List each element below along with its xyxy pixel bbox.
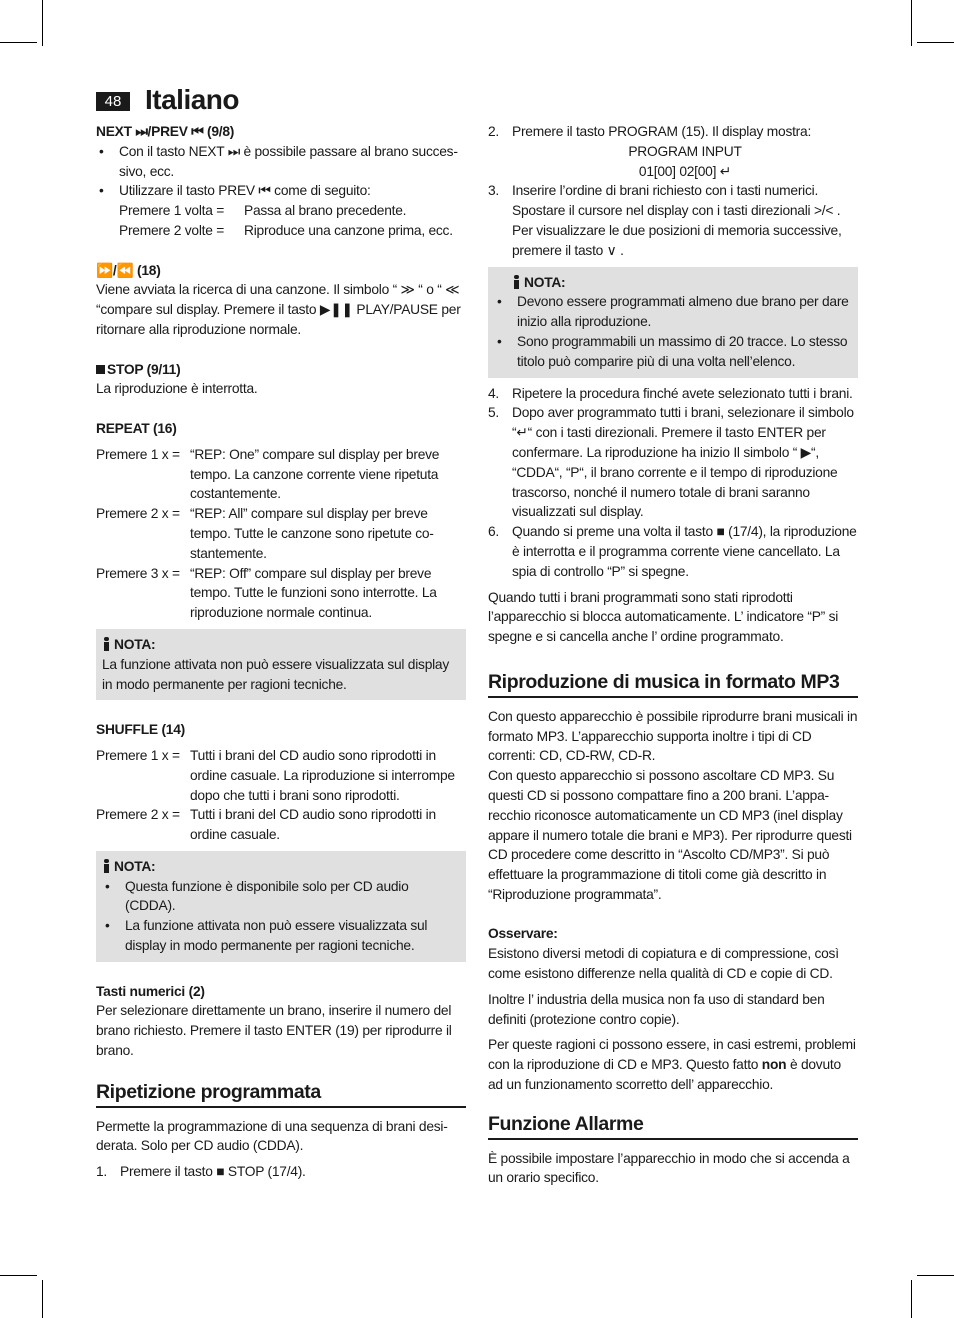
step-number: 2. bbox=[488, 124, 500, 139]
list-item bbox=[488, 384, 858, 404]
press-key: Premere 2 x = bbox=[96, 506, 180, 522]
info-icon bbox=[512, 275, 521, 289]
seek-heading: ⏩/⏪ (18) bbox=[96, 262, 161, 278]
info-icon bbox=[102, 637, 111, 651]
emphasis-text: non bbox=[761, 1057, 787, 1073]
mp3-text: Con questo apparecchio è possibile riprodurre brani musicali in formato MP3. L’apparecchio supporta inoltre i tipi di CD correnti: CD, CD-RW, CD-R. bbox=[488, 708, 858, 764]
press-row bbox=[119, 201, 466, 221]
press-value: Passa al brano precedente. bbox=[244, 203, 407, 219]
press-value: “REP: All” compare sul display per breve tempo. Tutte le canzone sono ripetute costantemente. bbox=[190, 506, 434, 561]
note-title-text: NOTA: bbox=[114, 636, 156, 652]
observe-text-part: è dovuto ad un funzionamento scorretto dell’ apparecchio. bbox=[488, 1057, 841, 1093]
note-text: La funzione attivata non può essere visualizzata sul display in modo permanente per ragioni tecniche. bbox=[102, 656, 450, 692]
step-number: 3. bbox=[488, 183, 500, 199]
display-text: 01[00] 02[00] ↵ bbox=[638, 163, 732, 179]
press-key: Premere 2 volte = bbox=[119, 222, 225, 238]
display-text: PROGRAM INPUT bbox=[628, 143, 742, 159]
step-text: Inserire l’ordine di brani richiesto con i tasti numerici. Spostare il cursore nel display con i tasti direzionali >/< . Per visualizzare le due posizioni di memoria successive, premere il tasto ∨ . bbox=[512, 183, 842, 258]
list-item: • La funzione attivata non può essere visualizzata sul display in modo permanente per ragioni tecniche. bbox=[102, 916, 460, 956]
press-key: Premere 1 x = bbox=[96, 446, 180, 462]
crop-mark bbox=[42, 1280, 43, 1318]
right-column bbox=[488, 122, 858, 1188]
list-item-text: Utilizzare il tasto PREV ⏮ come di seguito: bbox=[119, 183, 371, 199]
numeric-heading: Tasti numerici (2) bbox=[96, 983, 205, 999]
repeat-heading: REPEAT (16) bbox=[96, 420, 177, 436]
list-item bbox=[488, 522, 858, 581]
note-title bbox=[512, 273, 852, 293]
stop-icon bbox=[96, 365, 105, 374]
list-item bbox=[96, 181, 466, 240]
repeat-row bbox=[96, 564, 466, 623]
note-title-text: NOTA: bbox=[524, 274, 566, 290]
note-title bbox=[102, 635, 460, 655]
page-title: Italiano bbox=[145, 84, 240, 115]
page-number: 48 bbox=[96, 92, 130, 111]
crop-mark bbox=[917, 1275, 954, 1276]
observe-text-part: Per queste ragioni ci possono essere, in casi estremi, problemi con la riproduzione di CD e MP3. Questo fatto bbox=[488, 1037, 856, 1073]
step-number: 4. bbox=[488, 385, 500, 401]
stop-heading-text: STOP (9/11) bbox=[107, 361, 181, 377]
list-item bbox=[488, 403, 858, 522]
stop-heading bbox=[96, 360, 466, 380]
press-key: Premere 1 volta = bbox=[119, 203, 225, 219]
prog-steps bbox=[96, 1162, 466, 1182]
press-value: “REP: One” compare sul display per breve tempo. La canzone corrente viene ripetuta costantemente. bbox=[190, 446, 440, 502]
press-value: Tutti i brani del CD audio sono riprodotti in ordine casuale. La riproduzione si interrompe dopo che tutti i brani sono riprodotti. bbox=[190, 747, 455, 803]
crop-mark bbox=[0, 1275, 37, 1276]
shuffle-heading: SHUFFLE (14) bbox=[96, 722, 185, 738]
observe-text: Esistono diversi metodi di copiatura e di compressione, così come esistono differenze nella qualità di CD e copie di CD. bbox=[488, 946, 839, 982]
press-row bbox=[119, 221, 466, 241]
crop-mark bbox=[911, 0, 912, 46]
step-text: Premere il tasto ■ STOP (17/4). bbox=[120, 1164, 306, 1180]
step-number: 1. bbox=[96, 1164, 108, 1180]
observe-text: Inoltre l’ industria della musica non fa uso di standard ben definiti (protezione contro copie). bbox=[488, 991, 825, 1027]
list-item bbox=[96, 1162, 466, 1182]
alarm-text: È possibile impostare l’apparecchio in modo che si accenda a un orario specifico. bbox=[488, 1150, 850, 1186]
note-list bbox=[494, 292, 852, 371]
section-title: Ripetizione programmata bbox=[96, 1083, 466, 1108]
press-key: Premere 1 x = bbox=[96, 747, 180, 763]
next-prev-list bbox=[96, 142, 466, 241]
mp3-text: Con questo apparecchio si possono ascoltare CD MP3. Su questi CD si possono compattare fino a 200 brani. L’apparecchio riconosce automaticamente un CD MP3 (inel display appare il numero totale die brani e MP3). Per riprodurre questi CD procedere come descritto in “Ascolto CD/MP3”. Si può effettuare la programmazione di titoli come già descritto in “Riproduzione programmata”. bbox=[488, 768, 852, 902]
section-title: Funzione Allarme bbox=[488, 1115, 858, 1140]
shuffle-row bbox=[96, 746, 466, 805]
press-value: Riproduce una canzone prima, ecc. bbox=[244, 222, 453, 238]
crop-mark bbox=[0, 42, 37, 43]
step-text: Quando si preme una volta il tasto ■ (17/4), la riproduzione è interrotta e il programma corrente viene cancellato. La spia di controllo “P” si spegne. bbox=[512, 524, 857, 579]
press-value: “REP: Off” compare sul display per breve tempo. Tutte le funzioni sono interrotte. La riproduzione normale continua. bbox=[190, 565, 437, 621]
list-item bbox=[488, 122, 858, 181]
note-box bbox=[96, 629, 466, 700]
observe-heading: Osservare: bbox=[488, 926, 558, 942]
observe-text bbox=[488, 1035, 858, 1094]
repeat-row bbox=[96, 504, 466, 563]
next-prev-heading: NEXT ⏭/PREV ⏮ (9/8) bbox=[96, 124, 235, 139]
press-value: Tutti i brani del CD audio sono riprodotti in ordine casuale. bbox=[190, 807, 436, 843]
note-box bbox=[488, 267, 858, 378]
step-text: Dopo aver programmato tutti i brani, selezionare il simbolo “↵“ con i tasti direzionali. Premere il tasto ENTER per confermare. La riproduzione ha inizio Il simbolo “ ▶“, “CDDA“, “P“, il brano corrente e il tempo di riproduzione trascorso, nonché il numero totale di brani saranno visualizzati sul display. bbox=[512, 405, 854, 520]
note-title bbox=[102, 857, 460, 877]
info-icon bbox=[102, 859, 111, 873]
list-item: • Con il tasto NEXT ⏭ è possibile passare al brano successivo, ecc. bbox=[96, 142, 466, 182]
left-column bbox=[96, 122, 466, 1182]
step-number: 5. bbox=[488, 405, 500, 421]
shuffle-row bbox=[96, 805, 466, 845]
crop-mark bbox=[917, 42, 954, 43]
list-item: • Devono essere programmati almeno due brano per dare inizio alla riproduzione. bbox=[494, 292, 852, 332]
numeric-text: Per selezionare direttamente un brano, inserire il numero del brano richiesto. Premere il tasto ENTER (19) per riprodurre il brano. bbox=[96, 1003, 452, 1059]
note-list bbox=[102, 877, 460, 956]
section-title: Riproduzione di musica in formato MP3 bbox=[488, 673, 858, 698]
step-text: Ripetere la procedura finché avete selezionato tutti i brani. bbox=[512, 385, 853, 401]
note-title-text: NOTA: bbox=[114, 858, 156, 874]
stop-text: La riproduzione è interrotta. bbox=[96, 381, 258, 397]
note-box bbox=[96, 851, 466, 962]
press-key: Premere 2 x = bbox=[96, 807, 180, 823]
step-number: 6. bbox=[488, 524, 500, 540]
prog-steps bbox=[488, 384, 858, 582]
prog-after-text: Quando tutti i brani programmati sono stati riprodotti l’apparecchio si blocca automaticamente. L’ indicatore “P” si spegne e si cancella anche l’ ordine programmato. bbox=[488, 589, 839, 645]
repeat-row bbox=[96, 445, 466, 504]
step-text: Premere il tasto PROGRAM (15). Il display mostra: bbox=[512, 124, 812, 139]
prog-steps bbox=[488, 122, 858, 261]
list-item: • Sono programmabili un massimo di 20 tracce. Lo stesso titolo può comparire più di una volta nell’elenco. bbox=[494, 332, 852, 372]
list-item: • Questa funzione è disponibile solo per CD audio (CDDA). bbox=[102, 877, 460, 917]
crop-mark bbox=[42, 0, 43, 46]
press-key: Premere 3 x = bbox=[96, 565, 180, 581]
prog-text: Permette la programmazione di una sequenza di brani desiderata. Solo per CD audio (CDDA). bbox=[96, 1118, 448, 1154]
seek-text: Viene avviata la ricerca di una canzone. Il simbolo “ ≫ “ o “ ≪ “compare sul display. Premere il tasto ▶❚❚ PLAY/PAUSE per ritornare alla riproduzione normale. bbox=[96, 282, 461, 337]
list-item bbox=[488, 181, 858, 260]
crop-mark bbox=[911, 1280, 912, 1318]
